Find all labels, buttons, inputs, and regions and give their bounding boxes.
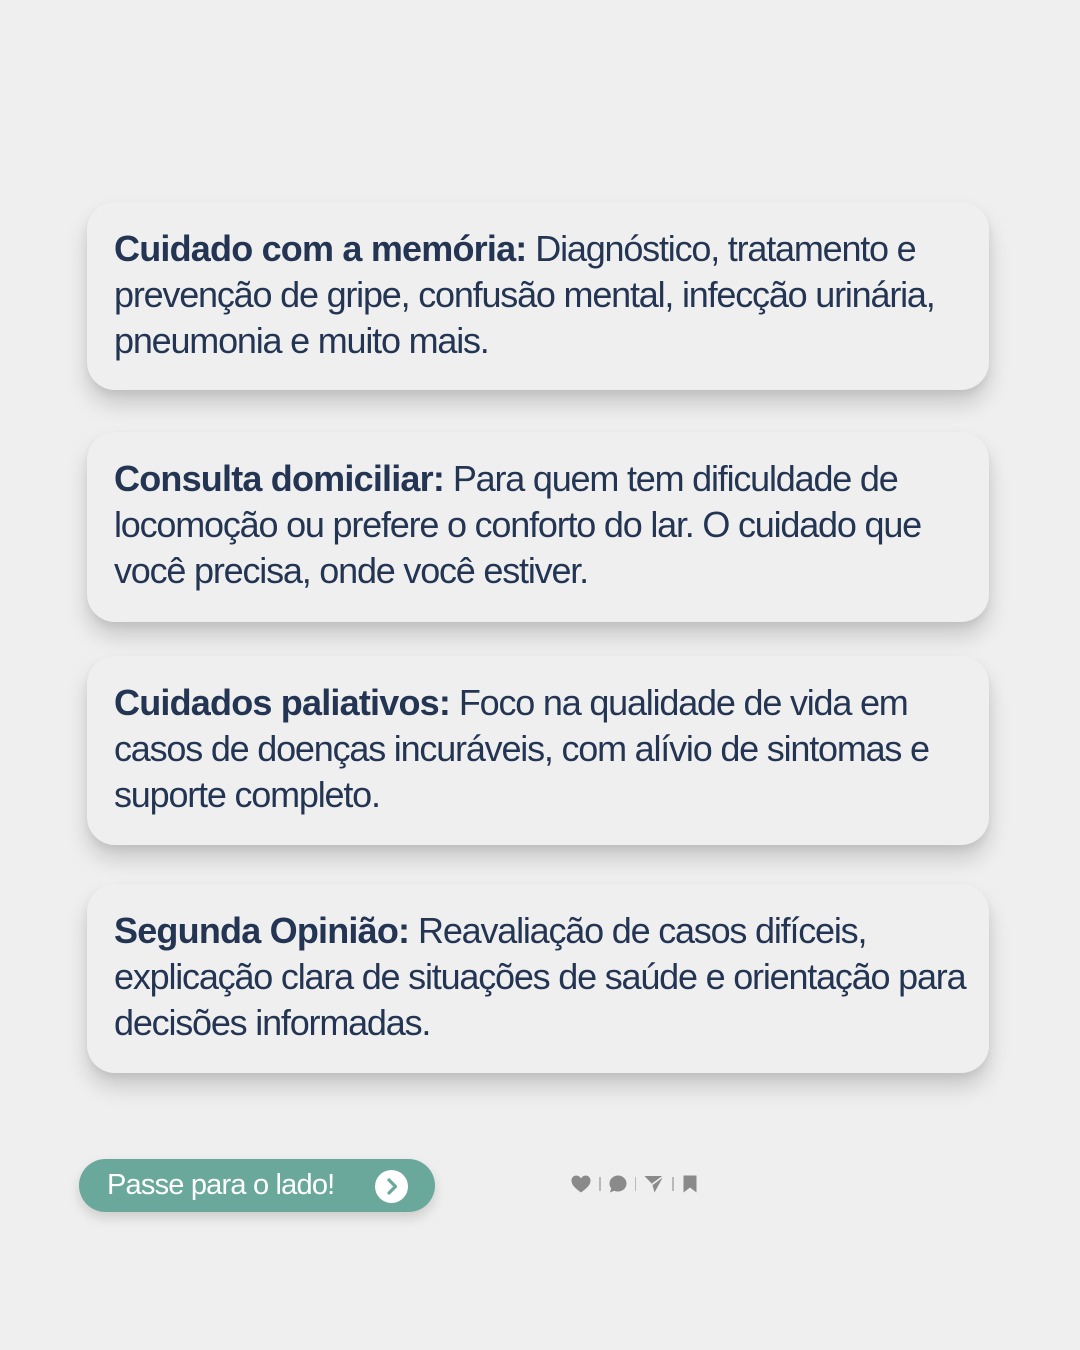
comment-icon[interactable] [608, 1174, 628, 1194]
bookmark-icon[interactable] [681, 1174, 699, 1194]
swipe-button-label: Passe para o lado! [107, 1169, 335, 1201]
social-actions [570, 1173, 699, 1195]
send-icon[interactable] [643, 1174, 665, 1194]
service-card-palliative-care [87, 656, 989, 845]
card-title: Cuidados paliativos: [114, 682, 451, 723]
card-description: Reavaliação de casos difíceis, explicação clara de situações de saúde e orientação para decisões informadas. [114, 910, 966, 1043]
service-card-home-visit [87, 432, 989, 622]
card-description: Para quem tem dificuldade de locomoção ou prefere o conforto do lar. O cuidado que você precisa, onde você estiver. [114, 458, 921, 591]
card-title: Consulta domiciliar: [114, 458, 445, 499]
service-card-second-opinion [87, 884, 989, 1073]
card-title: Segunda Opinião: [114, 910, 410, 951]
chevron-right-icon[interactable] [375, 1170, 408, 1203]
service-card-memory [87, 202, 989, 390]
divider [635, 1177, 637, 1191]
card-title: Cuidado com a memória: [114, 228, 527, 269]
card-description: Diagnóstico, tratamento e prevenção de gripe, confusão mental, infecção urinária, pneumonia e muito mais. [114, 228, 935, 361]
card-description: Foco na qualidade de vida em casos de doenças incuráveis, com alívio de sintomas e suporte completo. [114, 682, 929, 815]
heart-icon[interactable] [570, 1174, 592, 1194]
divider [672, 1177, 674, 1191]
divider [599, 1177, 601, 1191]
